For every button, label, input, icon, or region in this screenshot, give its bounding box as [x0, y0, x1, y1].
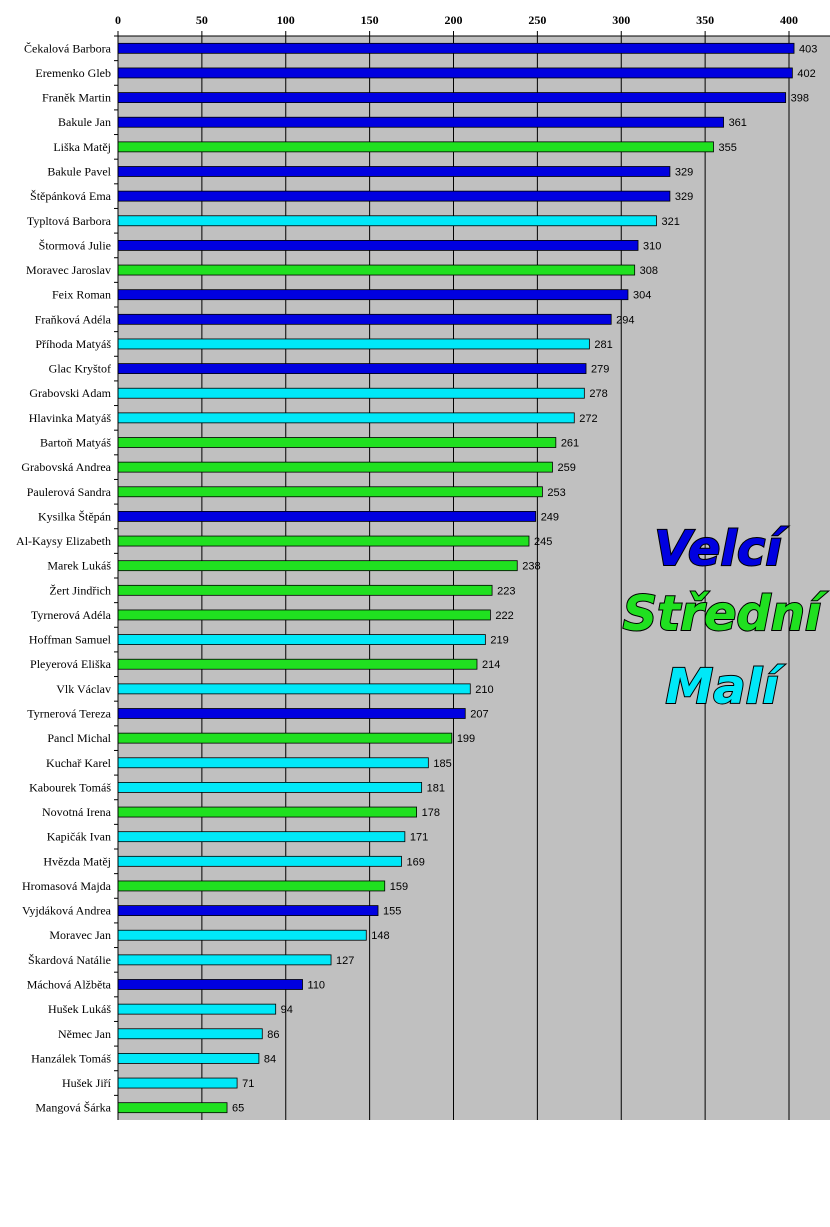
bar-mali: [118, 782, 422, 792]
value-label: 185: [433, 757, 452, 770]
category-label: Kabourek Tomáš: [29, 780, 111, 795]
bar-velci: [118, 511, 536, 521]
category-label: Eremenko Gleb: [35, 65, 111, 80]
category-label: Němec Jan: [58, 1026, 111, 1041]
bar-velci: [118, 43, 794, 53]
category-label: Kapičák Ivan: [46, 829, 111, 844]
value-label: 86: [267, 1028, 280, 1041]
value-label: 199: [456, 733, 476, 746]
bar-mali: [118, 339, 589, 349]
value-label: 272: [579, 412, 598, 425]
value-label: 181: [426, 782, 445, 795]
value-label: 249: [540, 511, 560, 524]
category-label: Feix Roman: [52, 287, 111, 302]
bar-stredni: [118, 1103, 227, 1113]
x-axis-ticks: [115, 13, 798, 36]
bar-velci: [118, 314, 611, 324]
category-label: Příhoda Matyáš: [35, 336, 111, 351]
bar-mali: [118, 216, 656, 226]
x-tick-label: 250: [528, 13, 547, 27]
value-label: 398: [790, 92, 810, 105]
bar-mali: [118, 635, 485, 645]
bar-stredni: [118, 733, 452, 743]
category-label: Fraňková Adéla: [34, 312, 111, 327]
x-tick-label: 200: [444, 13, 463, 27]
bar-mali: [118, 1004, 276, 1014]
category-label: Bartoň Matyáš: [40, 435, 111, 450]
bar-stredni: [118, 462, 552, 472]
value-label: 361: [728, 117, 747, 130]
bar-mali: [118, 758, 428, 768]
category-label: Paulerová Sandra: [26, 484, 111, 499]
value-label: 329: [674, 191, 694, 204]
value-label: 308: [639, 265, 659, 278]
bar-mali: [118, 388, 584, 398]
bar-stredni: [118, 610, 490, 620]
value-label: 214: [481, 659, 501, 672]
value-label: 223: [497, 585, 516, 598]
value-label: 155: [383, 905, 402, 918]
category-label: Glac Kryštof: [48, 361, 111, 376]
category-label: Liška Matěj: [53, 139, 111, 154]
bar-stredni: [118, 561, 517, 571]
value-label: 110: [307, 979, 326, 992]
bar-stredni: [118, 585, 492, 595]
value-label: 238: [522, 560, 541, 573]
value-label: 253: [547, 486, 566, 499]
category-label: Kuchař Karel: [46, 755, 111, 770]
bar-stredni: [118, 659, 477, 669]
bar-velci: [118, 290, 628, 300]
category-label: Hlavinka Matyáš: [28, 410, 111, 425]
bar-stredni: [118, 438, 556, 448]
bar-stredni: [118, 487, 542, 497]
legend-stredni: Střední: [622, 586, 822, 642]
category-label: Tyrnerová Adéla: [30, 607, 111, 622]
bar-velci: [118, 906, 378, 916]
category-labels: [16, 36, 118, 1115]
value-label: 304: [632, 289, 652, 302]
bar-velci: [118, 980, 303, 990]
category-label: Hoffman Samuel: [28, 632, 111, 647]
category-label: Al-Kaysy Elizabeth: [16, 534, 111, 549]
bar-stredni: [118, 142, 714, 152]
value-label: 321: [661, 215, 680, 228]
category-label: Hvězda Matěj: [43, 854, 111, 869]
category-label: Novotná Irena: [42, 805, 111, 820]
value-label: 65: [232, 1102, 245, 1115]
category-label: Mangová Šárka: [35, 1100, 111, 1115]
category-label: Tyrnerová Tereza: [27, 706, 111, 721]
bar-velci: [118, 709, 465, 719]
value-label: 261: [560, 437, 580, 450]
category-label: Bakule Pavel: [47, 164, 111, 179]
category-label: Hanzálek Tomáš: [31, 1051, 111, 1066]
bar-velci: [118, 68, 792, 78]
bar-mali: [118, 856, 401, 866]
bar-mali: [118, 413, 574, 423]
value-label: 84: [263, 1053, 277, 1066]
value-label: 278: [589, 388, 608, 401]
value-label: 148: [371, 930, 390, 943]
value-label: 207: [470, 708, 489, 721]
category-label: Hušek Jiří: [62, 1076, 111, 1091]
bar-stredni: [118, 881, 385, 891]
bar-stredni: [118, 536, 529, 546]
bar-velci: [118, 167, 670, 177]
value-label: 219: [490, 634, 509, 647]
value-label: 355: [718, 141, 737, 154]
x-tick-label: 400: [780, 13, 798, 27]
category-label: Štěpánková Ema: [30, 189, 111, 204]
category-label: Vlk Václav: [56, 681, 111, 696]
x-tick-label: 100: [276, 13, 295, 27]
value-label: 171: [409, 831, 429, 844]
category-label: Franěk Martin: [42, 90, 111, 105]
value-label: 159: [389, 880, 409, 893]
value-label: 403: [799, 43, 818, 56]
category-label: Štormová Julie: [38, 238, 111, 253]
bar-velci: [118, 117, 724, 127]
category-label: Máchová Alžběta: [26, 977, 111, 992]
category-label: Moravec Jaroslav: [26, 263, 111, 278]
category-label: Typltová Barbora: [26, 213, 111, 228]
value-label: 279: [591, 363, 610, 376]
legend-velci: Velcí: [654, 521, 782, 577]
value-label: 127: [336, 954, 355, 967]
value-label: 259: [557, 462, 576, 475]
bar-mali: [118, 1029, 262, 1039]
category-label: Hušek Lukáš: [48, 1002, 111, 1017]
category-label: Škardová Natálie: [28, 952, 111, 967]
value-label: 294: [616, 314, 635, 327]
bar-velci: [118, 364, 586, 374]
category-label: Grabovski Adam: [29, 386, 111, 401]
x-tick-label: 50: [195, 13, 208, 27]
bar-mali: [118, 930, 366, 940]
bar-mali: [118, 832, 405, 842]
value-label: 245: [533, 536, 553, 549]
value-label: 281: [594, 338, 613, 351]
category-label: Pancl Michal: [47, 731, 111, 746]
value-label: 94: [280, 1004, 293, 1017]
bar-mali: [118, 1053, 259, 1063]
value-label: 169: [406, 856, 425, 869]
bar-velci: [118, 93, 786, 103]
category-label: Vyjdáková Andrea: [22, 903, 111, 918]
value-label: 402: [797, 67, 816, 80]
bar-velci: [118, 191, 670, 201]
value-label: 222: [495, 609, 514, 622]
category-label: Grabovská Andrea: [21, 460, 111, 475]
bar-mali: [118, 1078, 237, 1088]
category-label: Moravec Jan: [49, 928, 111, 943]
category-label: Bakule Jan: [58, 115, 111, 130]
category-label: Kysilka Štěpán: [38, 509, 111, 524]
category-label: Čekalová Barbora: [24, 41, 111, 56]
x-tick-label: 150: [360, 13, 379, 27]
bar-stredni: [118, 265, 635, 275]
value-label: 178: [421, 807, 440, 820]
value-label: 71: [242, 1078, 255, 1091]
bar-stredni: [118, 807, 417, 817]
category-label: Pleyerová Eliška: [30, 657, 111, 672]
x-tick-label: 350: [696, 13, 715, 27]
value-label: 310: [643, 240, 662, 253]
category-label: Marek Lukáš: [47, 558, 111, 573]
category-label: Hromasová Majda: [22, 878, 111, 893]
bar-mali: [118, 955, 331, 965]
value-label: 329: [674, 166, 694, 179]
category-label: Žert Jindřich: [49, 583, 111, 598]
x-tick-label: 0: [115, 13, 121, 27]
value-label: 210: [475, 683, 494, 696]
bar-velci: [118, 240, 638, 250]
legend-mali: Malí: [665, 659, 779, 715]
x-tick-label: 300: [612, 13, 631, 27]
bar-mali: [118, 684, 470, 694]
